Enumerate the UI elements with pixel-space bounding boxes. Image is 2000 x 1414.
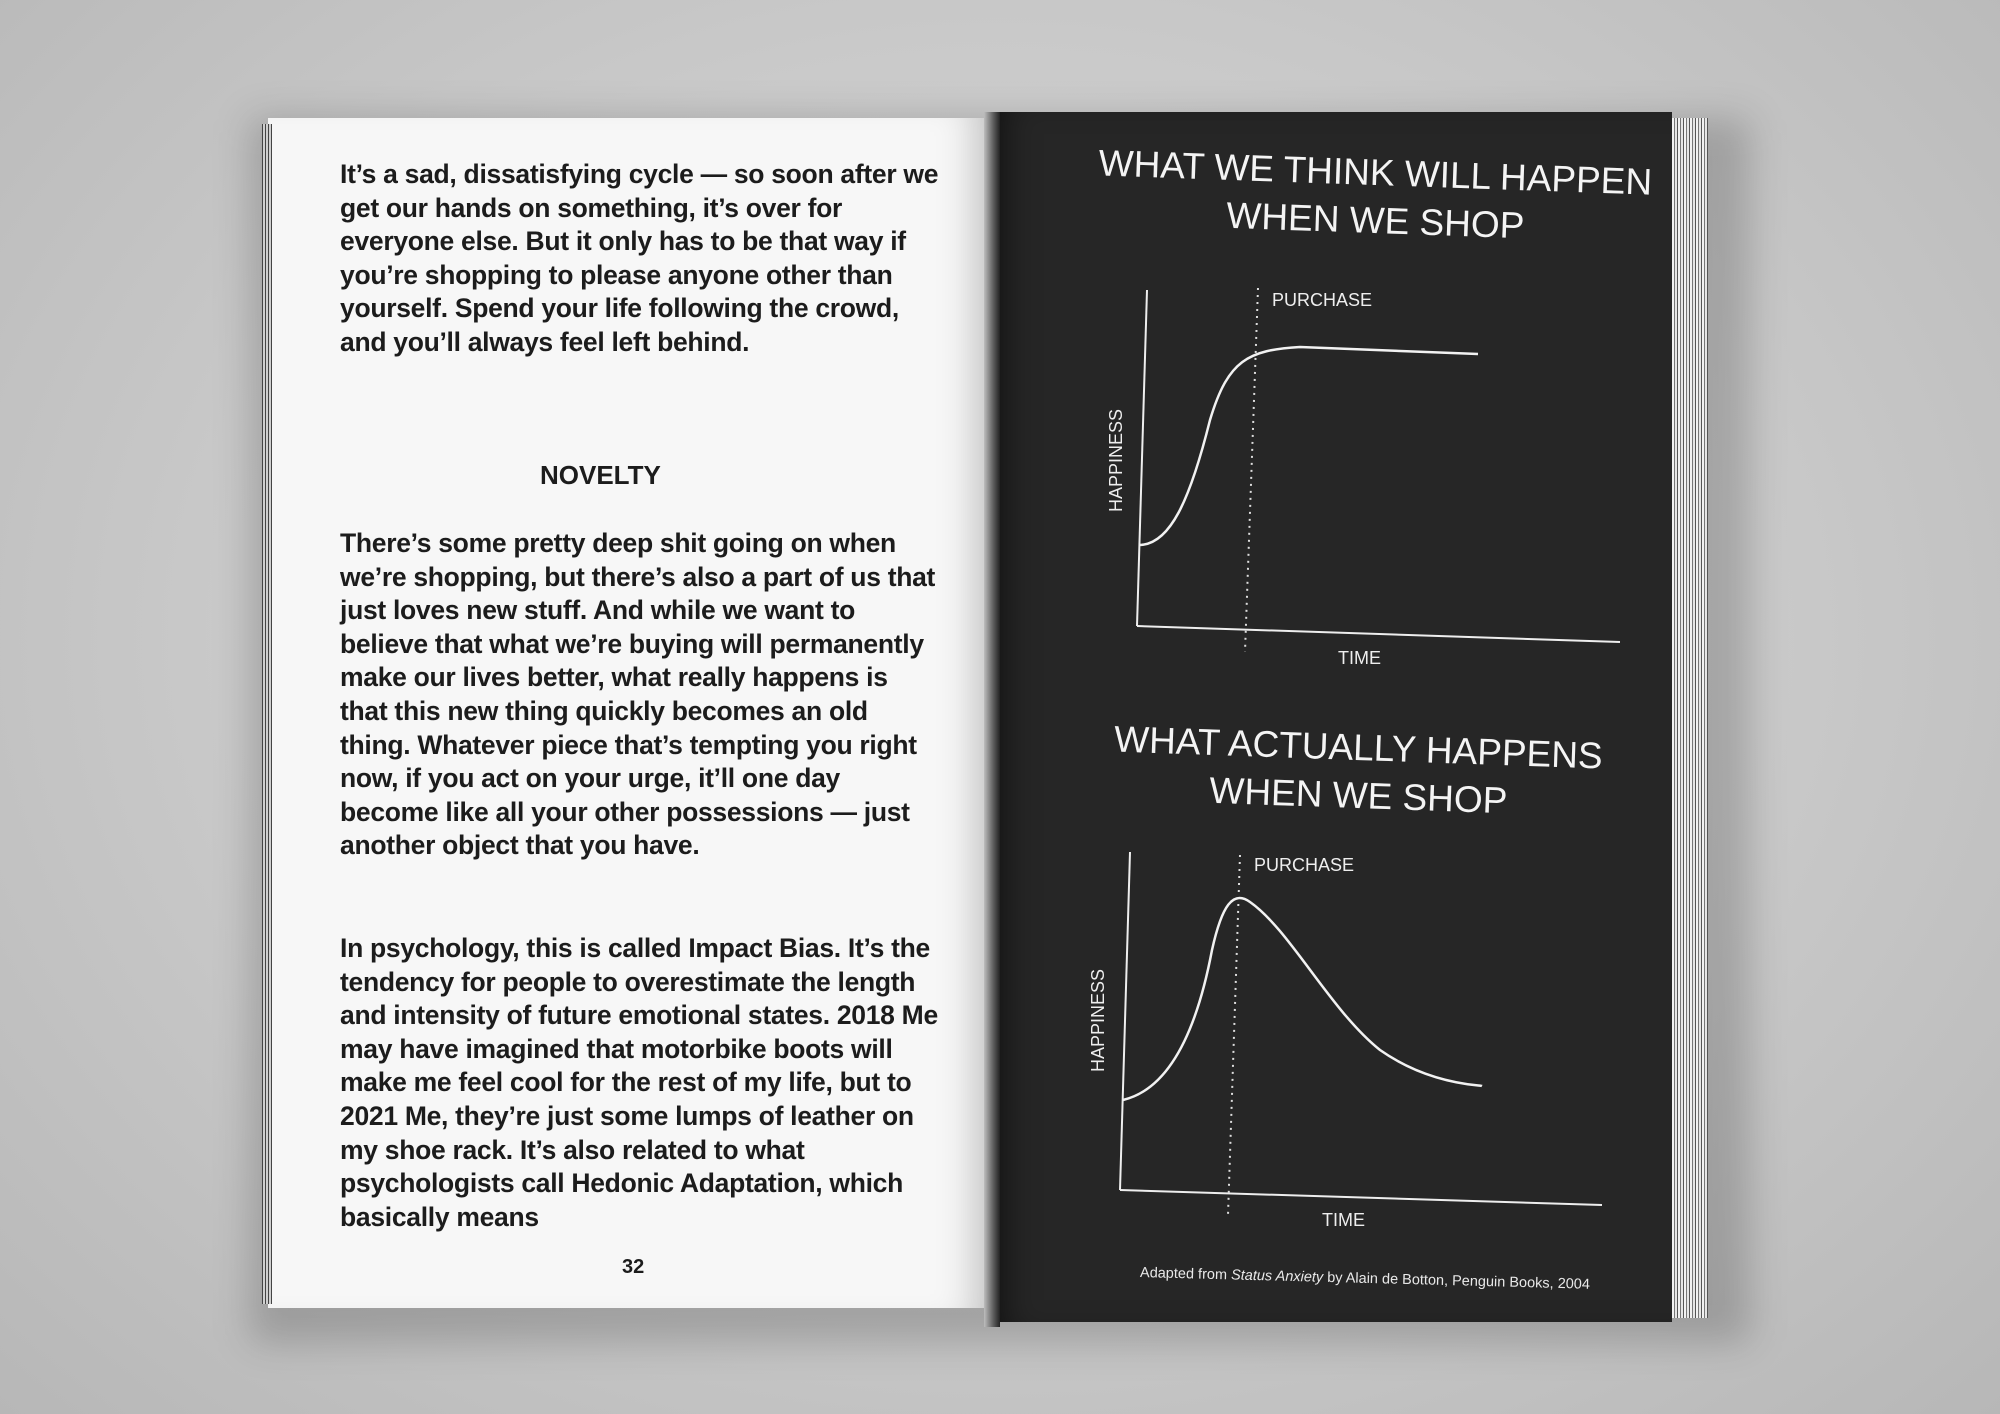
- chart-1-purchase-label: PURCHASE: [1272, 290, 1373, 310]
- credit-book-title: Status Anxiety: [1230, 1267, 1324, 1286]
- chart-1-purchase-marker: [1245, 288, 1258, 652]
- chart-2-happiness-curve: [1123, 898, 1482, 1100]
- chart-1-y-axis: [1137, 290, 1147, 626]
- chart-1-x-label: TIME: [1338, 648, 1381, 668]
- paragraph-3-text: In psychology, this is called Impact Bias. It’s the tendency for people to overestimate the length and intensity of future emotional states. 2018 Me may have imagined that motorbike boots will make me feel cool for the rest of my life, but to 2021 Me, they’re just some lumps of leather on my shoe rack. It’s also related to what psychologists call Hedonic Adaptation, which basically means: [340, 933, 938, 1232]
- chart-2-purchase-marker: [1228, 855, 1240, 1215]
- chart-1-y-label: HAPPINESS: [1106, 408, 1126, 512]
- chart-2-purchase-label: PURCHASE: [1254, 855, 1355, 875]
- chart-2-title-line-1: WHAT ACTUALLY HAPPENS: [1113, 718, 1604, 777]
- page-number: 32: [622, 1256, 645, 1278]
- chart-1-happiness-curve: [1139, 347, 1478, 545]
- chart-actual: [1088, 718, 1603, 1230]
- chart-expected: [1098, 142, 1653, 668]
- chart-2-x-axis: [1120, 1190, 1602, 1205]
- paragraph-2-text: There’s some pretty deep shit going on when we’re shopping, but there’s also a part of us that just loves new stuff. And while we want to believe that what we’re buying will permanently make our lives better, what really happens is that this new thing quickly becomes an old thing. Whatever piece that’s tempting you right now, if you act on your urge, it’ll one day become like all your other possessions — just another object that you have.: [340, 528, 936, 861]
- chart-2-y-axis: [1120, 852, 1130, 1190]
- paragraph-1-text: It’s a sad, dissatisfying cycle — so soon after we get our hands on something, it’s over for everyone else. But it only has to be that way if you’re shopping to please anyone other than yourself. Spend your life following the crowd, and you’ll always feel left behind.: [340, 159, 939, 357]
- chart-1-title-line-2: WHEN WE SHOP: [1225, 194, 1526, 247]
- chart-2-x-label: TIME: [1322, 1210, 1365, 1230]
- section-heading: NOVELTY: [540, 460, 661, 490]
- chart-2-title-line-2: WHEN WE SHOP: [1208, 769, 1509, 822]
- chart-1-title-line-1: WHAT WE THINK WILL HAPPEN: [1098, 142, 1653, 203]
- chart-2-y-label: HAPPINESS: [1088, 968, 1108, 1072]
- credit-prefix: Adapted from: [1139, 1265, 1232, 1284]
- chart-1-x-axis: [1137, 626, 1620, 642]
- credit-suffix: by Alain de Botton, Penguin Books, 2004: [1322, 1269, 1591, 1293]
